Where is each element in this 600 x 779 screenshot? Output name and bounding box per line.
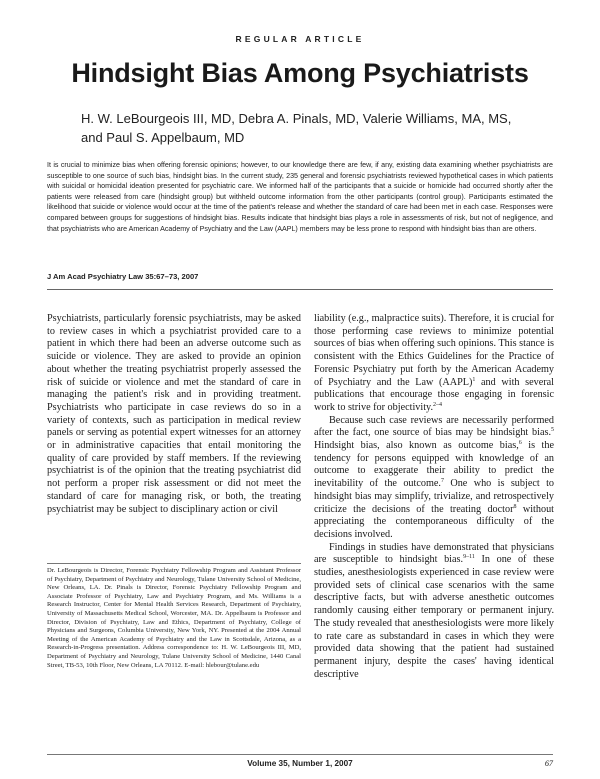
- header-divider: [47, 289, 553, 290]
- body-paragraph: Psychiatrists, particularly forensic psychiatrists, may be asked to review cases in which a psychiatrist provided care to a patient in which there had been an adverse outcome such as suicide or violence. They are asked to provide an opinion about whether the treating psychiatrist properly assessed the risk of suicide or violence and met the standard of care in managing the patient's risk and in providing treatment. Psychiatrists who participate in case reviews do so in a variety of contexts, such as participation in medical review panels or serving as potential expert witnesses for an attorney or in administrative capacities that entail monitoring the quality of care provided by staff members. If the reviewing psychiatrist is of the opinion that the treating psychiatrist did not perform a proper risk assessment or did not meet the standard of care for managing risk, or both, the treating psychiatrist may be subject to disciplinary action or civil: [47, 313, 301, 515]
- body-paragraph: Because such case reviews are necessarily performed after the fact, one source of bias may be hindsight bias.$^5$ Hindsight bias, also known as outcome bias,$^6$ is the tendency for persons equipped with knowledge of an outcome to exaggerate their ability to predict the inevitability of the outcome.$^7$ One who is subject to hindsight bias may simplify, trivialize, and retrospectively criticize the decisions of the treating doctor$^8$ without appreciating the contemporaneous difficulty of the decisions involved.: [314, 414, 555, 540]
- issue-info: Volume 35, Number 1, 2007: [247, 759, 353, 768]
- journal-citation: J Am Acad Psychiatry Law 35:67–73, 2007: [47, 272, 199, 281]
- section-label: REGULAR ARTICLE: [235, 34, 365, 44]
- reference-marker: 8: [513, 503, 517, 510]
- reference-marker: 9–11: [463, 554, 475, 561]
- reference-marker: 5: [551, 427, 554, 434]
- body-paragraph: liability (e.g., malpractice suits). Therefore, it is crucial for those performing case reviews to minimize potential sources of bias when offering such opinions. This stance is consistent with the Ethics Guidelines for the Practice of Forensic Psychiatry put forth by the American Academy of Psychiatry and the Law (AAPL)$^1$ and with several publications that encourage those engaging in forensic work to strive for objectivity.$^{2-4}$: [314, 313, 555, 413]
- author-list: H. W. LeBourgeois III, MD, Debra A. Pinals, MD, Valerie Williams, MA, MS, and Paul S. Appelbaum, MD: [81, 111, 512, 145]
- body-column-right: [314, 313, 554, 681]
- reference-marker: 7: [440, 478, 444, 485]
- footnote-divider: [47, 563, 301, 564]
- page-number: 67: [544, 759, 553, 768]
- reference-marker: 1: [472, 376, 476, 383]
- reference-marker: 6: [518, 440, 522, 447]
- body-paragraph: Findings in studies have demonstrated that physicians are susceptible to hindsight bias.$^{9-11}$ In one of these studies, anesthesiologists experienced in case review were provided sets of clinical case scenarios with the same descriptive facts, but with adverse anesthetic outcomes randomly causing either temporary or permanent injury. The study revealed that anesthesiologists were more likely to rate care as substandard in cases in which they were provided data showing that the patient had sustained permanent injury, despite the cases' having identical descriptive: [314, 541, 554, 680]
- body-column-left: [47, 313, 301, 516]
- footer-divider: [47, 754, 553, 755]
- article-title: Hindsight Bias Among Psychiatrists: [71, 58, 529, 88]
- author-affiliations-footnote: Dr. LeBourgeois is Director, Forensic Psychiatry Fellowship Program and Assistant Professor of Psychiatry, Department of Psychiatry and Neurology, Tulane University School of Medicine, New Orleans, LA. Dr. Pinals is Director, Forensic Psychiatry Fellowship Program and Associate Professor of Psychiatry, Law and Psychiatry Program, and Ms. Williams is a Research Instructor, Center for Mental Health Services Research, Department of Psychiatry, University of Massachusetts Medical School, Worcester, MA. Dr. Appelbaum is Professor and Director, Division of Psychiatry, Law and Ethics, Department of Psychiatry, College of Physicians and Surgeons, Columbia University, New York, NY. Presented at the 2004 Annual Meeting of the American Academy of Psychiatry and the Law in Scottsdale, Arizona, as a Research-in-Progress presentation. Address correspondence to: H. W. LeBourgeois III, MD, Department of Psychiatry and Neurology, Tulane University School of Medicine, 1440 Canal Street, TB-53, 10th Floor, New Orleans, LA 70112. E-mail: hlebour@tulane.edu: [47, 567, 301, 669]
- abstract: It is crucial to minimize bias when offering forensic opinions; however, to our knowledge there are few, if any, existing data examining whether psychiatrists are susceptible to one source of such bias, hindsight bias. In the current study, 235 general and forensic psychiatrists reviewed hypothetical cases in which patients with suicidal or homicidal ideation presented for psychiatric care. We informed half of the participants that a suicide or homicide had occurred shortly after the patients were released from care (hindsight group) but withheld outcome information from the other participants (control group). Participants estimated the likelihood that suicide or violence would occur at the time of the patient's release and whether the standard of care had been met in each case. Responses were compared between groups for suggestions of hindsight bias. Results indicate that hindsight bias plays a role in assessments of risk, but not of negligence, and that psychiatrists who are American Academy of Psychiatry and the Law (AAPL) members may be less prone to respond with hindsight bias than are others.: [47, 161, 553, 233]
- reference-marker: 2–4: [433, 401, 443, 408]
